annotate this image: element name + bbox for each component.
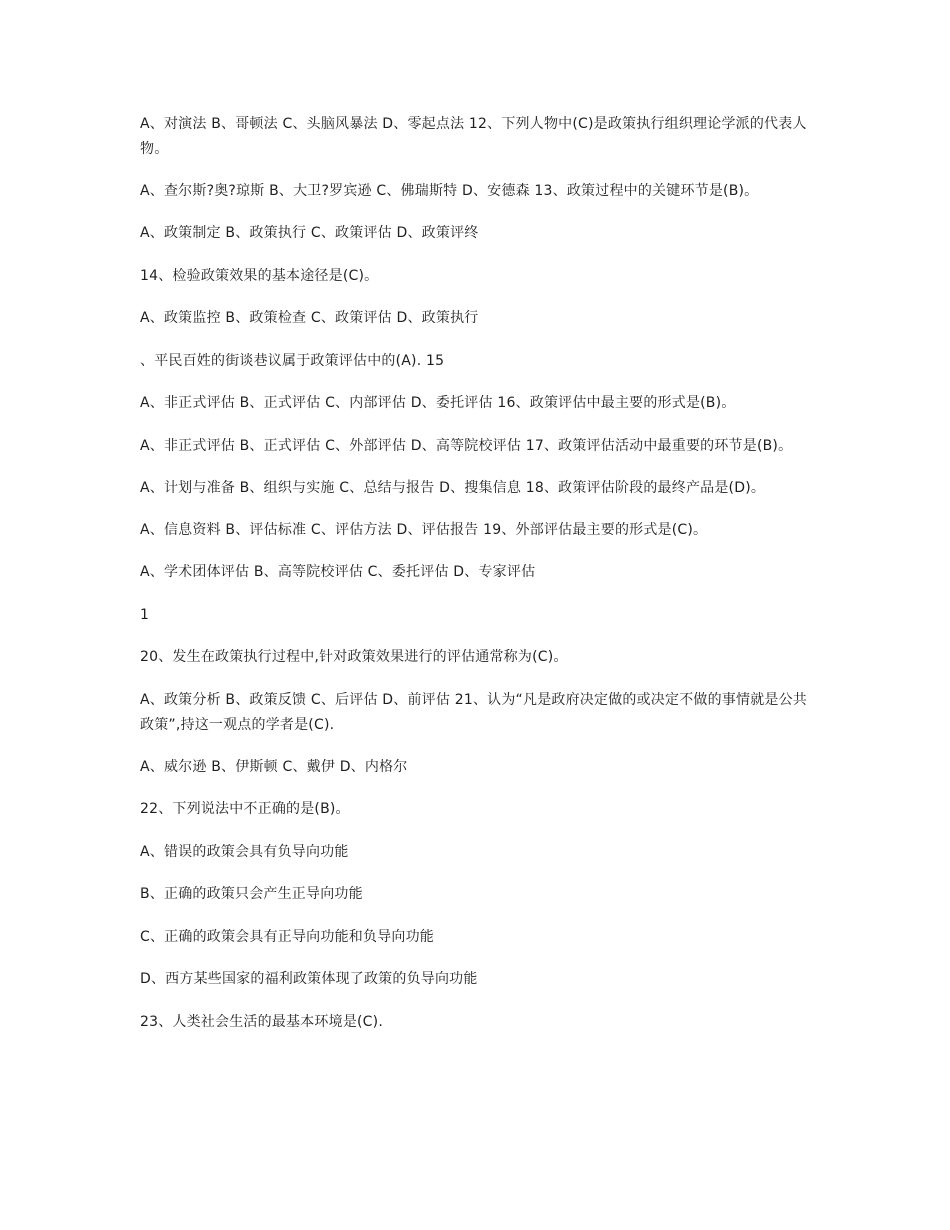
paragraph: D、西方某些国家的福利政策体现了政策的负导向功能 bbox=[140, 971, 478, 987]
paragraph: A、政策分析 B、政策反馈 C、后评估 D、前评估 21、认为“凡是政府决定做的或决定不做的事情就是公共政策”,持这一观点的学者是(C). bbox=[140, 691, 808, 733]
paragraph: B、正确的政策只会产生正导向功能 bbox=[140, 886, 363, 902]
paragraph: A、政策监控 B、政策检查 C、政策评估 D、政策执行 bbox=[140, 310, 479, 326]
paragraph: A、计划与准备 B、组织与实施 C、总结与报告 D、搜集信息 18、政策评估阶段的最终产品是(D)。 bbox=[140, 479, 766, 496]
paragraph: A、非正式评估 B、正式评估 C、内部评估 D、委托评估 16、政策评估中最主要的形式是(B)。 bbox=[140, 395, 736, 411]
paragraph: 14、检验政策效果的基本途径是(C)。 bbox=[140, 267, 379, 284]
paragraph: A、查尔斯?奥?琼斯 B、大卫?罗宾逊 C、佛瑞斯特 D、安德森 13、政策过程中的关键环节是(B)。 bbox=[140, 183, 759, 199]
paragraph: 23、人类社会生活的最基本环境是(C). bbox=[140, 1013, 383, 1030]
paragraph: 20、发生在政策执行过程中,针对政策效果进行的评估通常称为(C)。 bbox=[140, 649, 568, 665]
paragraph: C、正确的政策会具有正导向功能和负导向功能 bbox=[140, 928, 434, 945]
page-number: 1 bbox=[140, 606, 150, 623]
paragraph: A、学术团体评估 B、高等院校评估 C、委托评估 D、专家评估 bbox=[140, 564, 536, 580]
paragraph: A、信息资料 B、评估标准 C、评估方法 D、评估报告 19、外部评估最主要的形式是(C)。 bbox=[140, 521, 708, 538]
paragraph: 、平民百姓的街谈巷议属于政策评估中的(A). 15 bbox=[140, 352, 445, 369]
paragraph: A、非正式评估 B、正式评估 C、外部评估 D、高等院校评估 17、政策评估活动中最重要的环节是(B)。 bbox=[140, 437, 793, 454]
document-body bbox=[140, 112, 815, 1052]
paragraph: A、政策制定 B、政策执行 C、政策评估 D、政策评终 bbox=[140, 225, 479, 241]
paragraph: A、错误的政策会具有负导向功能 bbox=[140, 843, 349, 860]
paragraph: 22、下列说法中不正确的是(B)。 bbox=[140, 801, 350, 817]
paragraph: A、威尔逊 B、伊斯顿 C、戴伊 D、内格尔 bbox=[140, 758, 408, 775]
paragraph: A、对演法 B、哥顿法 C、头脑风暴法 D、零起点法 12、下列人物中(C)是政策执行组织理论学派的代表人物。 bbox=[140, 116, 807, 157]
